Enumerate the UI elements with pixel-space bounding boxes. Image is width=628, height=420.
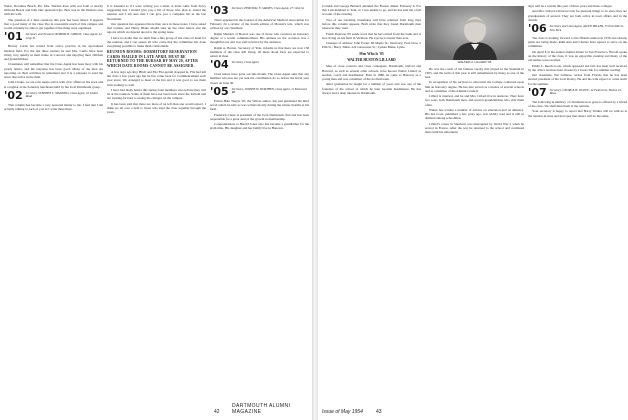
class-year: '03 (210, 4, 229, 17)
paragraph: The following in memory of classmates now gone is offered by a friend of the class. We shall miss them at the reunion. (528, 99, 627, 108)
paragraph: Your secretary is happy to report that Harry Walker will be with us at the reunion in June and he hopes that others will do the same. (528, 109, 627, 118)
paragraph: Cornish and George Bernard attended the Boston dinner February 6. For this I am indebted to Tom, as I was unable to go, and he has sent me a full account of the evening. (322, 4, 421, 17)
paragraph: John Clarke, we are told, keeps active with civic affairs in his town and is a regular at the Saturday luncheons held by the local Dartmouth group. (4, 80, 103, 89)
portrait-image (425, 6, 524, 60)
paragraph: Frank Peterson '05 sends word that he has retired from the bank and is now living on his farm in Vermont. He says he is busier than ever. (322, 31, 421, 40)
class-year-heading (210, 84, 309, 98)
paragraph: Congratulations to Harold Jones who has become a grandfather for the sixth time. His daughter and her family live in Hanover. (210, 122, 309, 131)
portrait-photo (425, 6, 524, 60)
left-page (0, 0, 312, 420)
paragraph: Hervey Curtis has retired from active practice in his specialized medical field. For the last three winters he and Mrs. Curtis have been living very quietly in their home in Concord and enjoying their children and grandchildren. (4, 44, 103, 62)
page-number: 42 (214, 409, 220, 415)
paragraph: There appeared in the Journal of the American Medical Association for February 24 a review of the fourth edition of Mouret's text, which was written by our classmate. (210, 18, 309, 31)
paragraph: On April 8 at the annual alumni dinner in San Francisco, Harold spoke on the history of the class. It was an enjoyable evening and many of the old names were recalled. (528, 49, 627, 63)
magazine-title: DARTMOUTH ALUMNI MAGAZINE (232, 403, 291, 415)
paragraph: Lillard is married, and he and Mrs. Lillard live in Andover. They have two sons, both Dartmouth men, and several grandchildren who visit them often. (425, 94, 524, 107)
paragraph: A few days ago Roy Hitch and Fitz Fitz-gerald dropped in. Fitz had left the class a few years ago but he has come back for Commencement each year since. We arranged to meet at the Inn and it was good to see them both looking so well. (107, 70, 206, 87)
paragraph: Lillard's career in Sherborn was interrupted by World War I, when he served in France. After the war he returned to the school and continued there until his retirement. (425, 121, 524, 135)
class-year-heading (210, 6, 309, 16)
class-officers: Secretary and Treasurer ROBERT B. GIBSON, Class Agent, 44 Gray St. (25, 32, 102, 40)
left-column-3 (210, 4, 309, 404)
issue-date: Issue of May 1954 (322, 409, 363, 415)
paragraph: Class letters have gone out this month. The Class Agent asks that any member who has not yet sent his contribution do so before the fiscal year closes on June 30. (210, 72, 309, 85)
paragraph: Our question has appeared more than once in these notes. I have asked that Lyman, and Henry Blake should take up the class letters and the reports which we depend upon for the spring issue. (107, 22, 206, 35)
profile-heading: Men Who Is '05 (359, 51, 384, 56)
paragraph: Our classmate, Nat Gilmore, writes from Florida that he has been elected president of the local Rotary. He and his wife expect to come north for the summer. (528, 73, 627, 86)
class-officers: Secretary, STEPHEN L. MANNING, Class Agent, 16 Linden Road (25, 90, 99, 99)
paragraph: days will be a certain this year of three years and three colleges. (528, 4, 613, 8)
paragraph: Walter has written a number of articles on education and on athletics. His last book, published a few years ago, was widely read and is still in demand among schoolmen. (425, 107, 524, 121)
paragraph: It has been said that there are more of us left than one would expect. I think we all owe a debt to those who kept the class together through the years. (107, 101, 206, 115)
class-year: '05 (210, 84, 229, 98)
class-year: '02 (4, 88, 23, 102)
class-year: '04 (210, 58, 229, 72)
class-officers: Secretary, PERCIVAL F. GRAVES, Class Agent, 27 Clark St. (231, 6, 305, 10)
paragraph: The question of a June round-up this year has been raised. It appears that a good many of the class live in reasonable reach of this campus and would certainly be able to get together if the thing were organized. (4, 17, 103, 31)
paragraph: Edwin Hale Thayer '05, the Wilton author, has just published his third novel which he tells us was written mostly during the winter months at his farm. (210, 98, 309, 112)
paragraph: Changes of address: John Porter, 80 Maple St., Newbury; Fred Dow, 5 Elm St.; Harry Tuttle, 222 Gloucester St.; Lyman Blake, Lyme. (322, 41, 421, 50)
right-page (318, 0, 628, 420)
class-year: '06 (528, 22, 547, 35)
paragraph: Weiss. Dorothea Beach, Pla. Mrs. Warden lives with son John at nearby Ormond Beach and both take pleasant trips. Bert was in the Deltona area with his wife. (4, 4, 103, 17)
class-year: '07 (528, 85, 547, 99)
paragraph: He was the coach of the famous varsity that played in the Stadium in 1905, and the team of that year is still remembered by many as one of the best. (425, 66, 524, 79)
class-officers: Secretary, Class Agent (231, 60, 259, 65)
class-officers: Secretary, GEORGE H. WOLFE, 44 Federal St., Boston 10, Mass. (549, 87, 622, 96)
class-year: '01 (4, 30, 23, 44)
right-column-2 (425, 4, 524, 404)
paragraph: Ralph A. Barton, Secretary of Yale, informs us that there are now 136 members of the class still living. Of these about forty are expected to return in June. (210, 45, 309, 58)
right-column-1 (322, 4, 421, 404)
paragraph: Classmates will remember that the Class Agent has been busy with his yearly letters, and the response has been good. Many of the men are reporting on their activities in retirement and it is a pleasure to read the notes that arrive in the mail. (4, 62, 103, 80)
paragraph: It is founded as if I were writing you a letter. A letter came from Percy suggesting that I should give you a list of those who plan to attend the reunion and I am sure that I can give you a complete list in the last Newsletter. (107, 4, 206, 21)
paragraph: The class is looking forward to the fiftieth reunion in 1956 and already plans are being made. Ruth Ann and Charles have agreed to serve on the committee. (528, 36, 627, 49)
right-column-3 (528, 4, 627, 404)
class-year-heading (4, 32, 103, 42)
paragraph: In recognition of his services to education the College conferred upon him an honorary degree. He has also served as a trustee of several schools and as a member of the Alumni Council. (425, 80, 524, 93)
paragraph: This column has become a very personal matter to me. I feel that I am actually talking to each of you as I write these lines. (4, 102, 103, 112)
reunion-notice: REUNION ROOMS: DORMITORY RESERVATION CARDS MAILED IN LATE APRIL MUST BE RETURNED TO THE BURSAR BY MAY 20, AFTER WHICH DATE ROOMS CANNOT BE ASSIGNED. (107, 50, 199, 68)
class-year-heading (528, 85, 627, 99)
paragraph: And Mrs. Lillard will never lack for pleasant things to do since they are grandparents of several. They are both active in town affairs and in the church. (528, 9, 627, 22)
paragraph: I have had many letters this spring from members who tell me they will be at the reunion. Some of them have not been back since the fortieth and are looking forward to seeing the changes on the campus. (107, 88, 206, 101)
paragraph: Ralph Sheldon of Boston was one of those who received an honorary degree at a recent commencement. His address on the occasion was a thoughtful one and was well received by the audience. (210, 31, 309, 45)
paragraph: I have no doubt that we shall find a fine group of the class on hand for the reunion, and I can assure all who come that the committee has done everything possible to make them comfortable. (107, 35, 206, 49)
paragraph: Frederick Chase is president of the local Dartmouth club and has been responsible for a great deal of the growth in membership. (210, 112, 309, 121)
class-year-heading (210, 60, 309, 70)
left-column-2 (107, 4, 206, 404)
paragraph: Emily L. Reed's book, which appeared last fall, has been well received by the critics and has been chosen by a book club for summer reading. (528, 63, 627, 72)
page-number: 43 (376, 409, 382, 415)
paragraph: Two of our traveling classmates will have returned from long trips before this column appears. Both write that they found Dartmouth men wherever they went. (322, 17, 421, 31)
paragraph: Men of close contacts and close colleagues, Dartmouth, Oxford and Harvard, as well as several other schools, have known Walter Lillard as teacher, coach and headmaster. Born in 1880, he came to Hanover as a young man and was a member of the football team. (322, 64, 421, 82)
photo-caption: WALTER H. LILLARD '05 (457, 60, 492, 64)
left-column-1 (4, 4, 103, 404)
class-year-heading (528, 24, 627, 34)
profile-name: WALTER HUSTON LILLARD (347, 58, 396, 62)
class-year-heading (4, 88, 103, 102)
class-officers: Secretary and Class Agent, ALLEN MILLER, 55 East 99th St., New York (549, 24, 625, 32)
class-officers: Secretary, JOSEPH W. WORTHEN, Class Agent, 11 Eastwood Rd. (231, 86, 307, 95)
paragraph: After graduation he taught for a number of years and was one of the founders of the school of which he later became headmaster. He has always had a deep interest in Dartmouth. (322, 82, 421, 95)
